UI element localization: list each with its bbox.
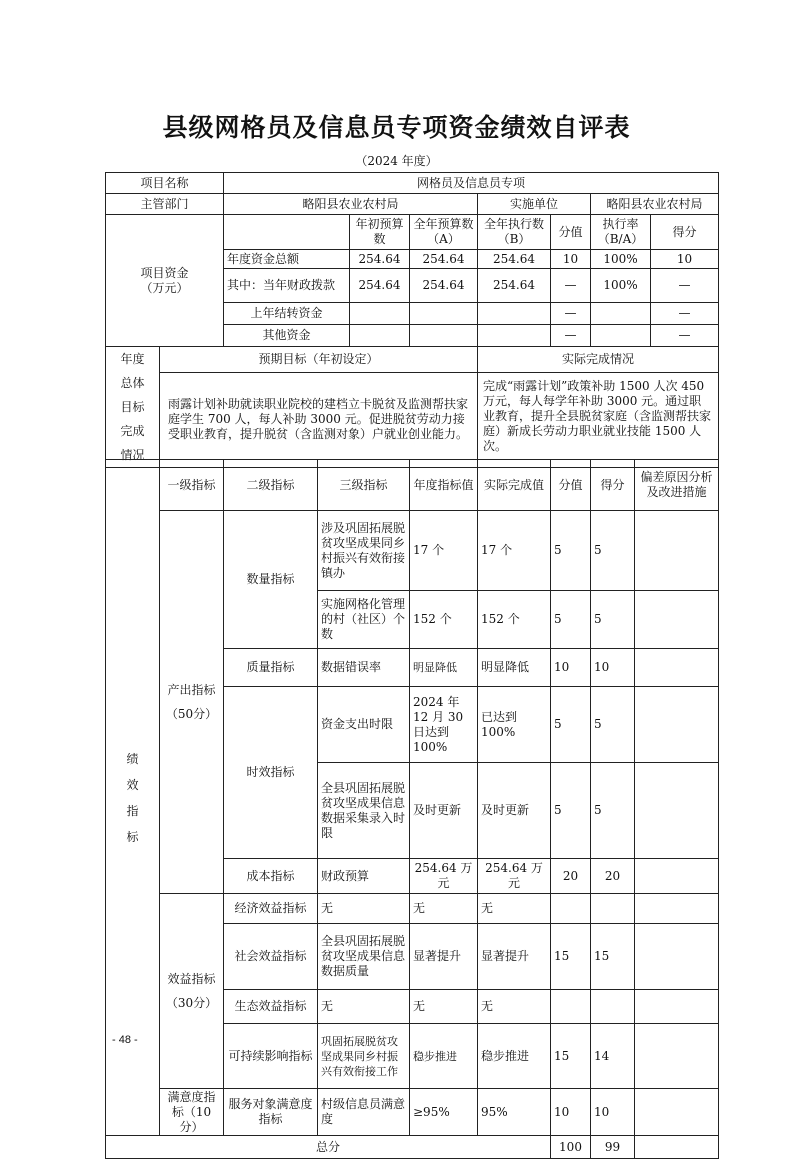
funds-cell [478,303,551,325]
weight [551,990,591,1024]
funds-cell [350,303,410,325]
deviation [635,649,719,687]
funds-header: 执行率（B/A） [591,215,651,250]
deviation [635,1089,719,1136]
funds-cell: 100% [591,250,651,269]
page-title: 县级网格员及信息员专项资金绩效自评表 [162,113,631,142]
score: 10 [591,1089,635,1136]
funds-row-name: 其中：当年财政拨款 [224,269,350,303]
expected-goal: 雨露计划补助就读职业院校的建档立卡脱贫及监测帮扶家庭学生 700 人，每人补助 3000 元。促进脱贫劳动力接受职业教育，提升脱贫（含监测对象）户就业创业能力。 [160,372,478,467]
target-value: 254.64 万元 [410,859,478,894]
funds-cell: 254.64 [410,250,478,269]
level3: 巩固拓展脱贫攻坚成果同乡村振兴有效衔接工作 [318,1024,410,1089]
target-value: 17 个 [410,511,478,591]
performance-table [105,459,719,1159]
score [591,894,635,924]
score [591,990,635,1024]
score: 5 [591,687,635,763]
perf-header: 二级指标 [224,460,318,511]
funds-cell: 254.64 [350,269,410,303]
funds-cell: 254.64 [478,250,551,269]
level3: 资金支出时限 [318,687,410,763]
level3: 村级信息员满意度 [318,1089,410,1136]
funds-cell: — [651,269,719,303]
deviation [635,591,719,649]
actual-value: 254.64 万元 [478,859,551,894]
score: 15 [591,924,635,990]
funds-cell [591,325,651,347]
level3: 无 [318,990,410,1024]
page-number: - 48 - [112,1034,138,1046]
perf-label: 绩效指标 [106,460,160,1136]
actual-value: 稳步推进 [478,1024,551,1089]
deviation [635,894,719,924]
score: 10 [591,649,635,687]
funds-cell: 100% [591,269,651,303]
project-name: 网格员及信息员专项 [224,173,719,194]
target-value: ≥95% [410,1089,478,1136]
target-value: 无 [410,990,478,1024]
level2: 数量指标 [224,511,318,649]
funds-cell: — [551,269,591,303]
impl: 略阳县农业农村局 [591,194,719,215]
deviation [635,687,719,763]
weight: 15 [551,1024,591,1089]
score: 14 [591,1024,635,1089]
funds-header: 分值 [551,215,591,250]
level2: 质量指标 [224,649,318,687]
deviation [635,763,719,859]
funds-cell [410,303,478,325]
total-weight: 100 [551,1136,591,1159]
funds-cell: 254.64 [478,269,551,303]
deviation [635,924,719,990]
deviation [635,859,719,894]
score: 5 [591,591,635,649]
weight: 15 [551,924,591,990]
actual-value: 152 个 [478,591,551,649]
level2: 服务对象满意度指标 [224,1089,318,1136]
actual-result-label: 实际完成情况 [478,347,719,373]
weight [551,894,591,924]
level2: 可持续影响指标 [224,1024,318,1089]
project-name-label: 项目名称 [106,173,224,194]
funds-row-name: 其他资金 [224,325,350,347]
dept-label: 主管部门 [106,194,224,215]
actual-value: 已达到 100% [478,687,551,763]
deviation [635,1024,719,1089]
weight: 20 [551,859,591,894]
target-value: 稳步推进 [410,1024,478,1089]
actual-result: 完成“雨露计划”政策补助 1500 人次 450 万元，每人每学年补助 3000 元。通过职业教育，提升全县脱贫家庭（含监测帮扶家庭）新成长劳动力职业就业技能 1500 人次。 [478,372,719,467]
level2: 成本指标 [224,859,318,894]
perf-header: 分值 [551,460,591,511]
weight: 5 [551,687,591,763]
funds-cell: 10 [551,250,591,269]
level2: 经济效益指标 [224,894,318,924]
level2: 社会效益指标 [224,924,318,990]
total-score: 99 [591,1136,635,1159]
level2: 时效指标 [224,687,318,859]
funds-header: 得分 [651,215,719,250]
funds-row-name: 年度资金总额 [224,250,350,269]
funds-cell: — [651,325,719,347]
funds-header: 年初预算数 [350,215,410,250]
funds-cell: 254.64 [350,250,410,269]
funds-header: 全年预算数（A） [410,215,478,250]
level3: 财政预算 [318,859,410,894]
funds-cell [591,303,651,325]
target-value: 及时更新 [410,763,478,859]
weight: 5 [551,591,591,649]
perf-header: 年度指标值 [410,460,478,511]
level1-output: 产出指标（50分） [160,511,224,894]
target-value: 2024 年 12 月 30 日达到 100% [410,687,478,763]
funds-cell [410,325,478,347]
level3: 无 [318,894,410,924]
actual-value: 17 个 [478,511,551,591]
page-subtitle: （2024 年度） [355,154,438,168]
target-value: 无 [410,894,478,924]
level3: 实施网格化管理的村（社区）个数 [318,591,410,649]
funds-cell: 254.64 [410,269,478,303]
deviation [635,511,719,591]
goals-label: 年度总体目标完成情况 [106,347,160,468]
actual-value: 95% [478,1089,551,1136]
level3: 全县巩固拓展脱贫攻坚成果信息数据质量 [318,924,410,990]
total-label: 总分 [106,1136,551,1159]
funds-row-name: 上年结转资金 [224,303,350,325]
score: 5 [591,511,635,591]
funds-table [105,172,719,468]
score: 20 [591,859,635,894]
funds-header: 全年执行数（B） [478,215,551,250]
actual-value: 明显降低 [478,649,551,687]
perf-header: 实际完成值 [478,460,551,511]
funds-cell: 10 [651,250,719,269]
level1-satisfaction: 满意度指标（10分） [160,1089,224,1136]
level3: 数据错误率 [318,649,410,687]
level3: 涉及巩固拓展脱贫攻坚成果同乡村振兴有效衔接镇办 [318,511,410,591]
actual-value: 及时更新 [478,763,551,859]
deviation [635,990,719,1024]
funds-cell: — [651,303,719,325]
target-value: 152 个 [410,591,478,649]
level3: 全县巩固拓展脱贫攻坚成果信息数据采集录入时限 [318,763,410,859]
funds-label: 项目资金（万元） [106,215,224,347]
expected-goal-label: 预期目标（年初设定） [160,347,478,373]
funds-cell: — [551,325,591,347]
impl-label: 实施单位 [478,194,591,215]
actual-value: 无 [478,990,551,1024]
target-value: 明显降低 [410,649,478,687]
funds-cell: — [551,303,591,325]
weight: 5 [551,763,591,859]
funds-cell [350,325,410,347]
weight: 10 [551,649,591,687]
score: 5 [591,763,635,859]
target-value: 显著提升 [410,924,478,990]
perf-header: 得分 [591,460,635,511]
dept: 略阳县农业农村局 [224,194,478,215]
actual-value: 显著提升 [478,924,551,990]
level1-benefit: 效益指标（30分） [160,894,224,1089]
level2: 生态效益指标 [224,990,318,1024]
weight: 5 [551,511,591,591]
actual-value: 无 [478,894,551,924]
perf-header: 一级指标 [160,460,224,511]
perf-header: 偏差原因分析及改进措施 [635,460,719,511]
funds-cell [478,325,551,347]
weight: 10 [551,1089,591,1136]
perf-header: 三级指标 [318,460,410,511]
